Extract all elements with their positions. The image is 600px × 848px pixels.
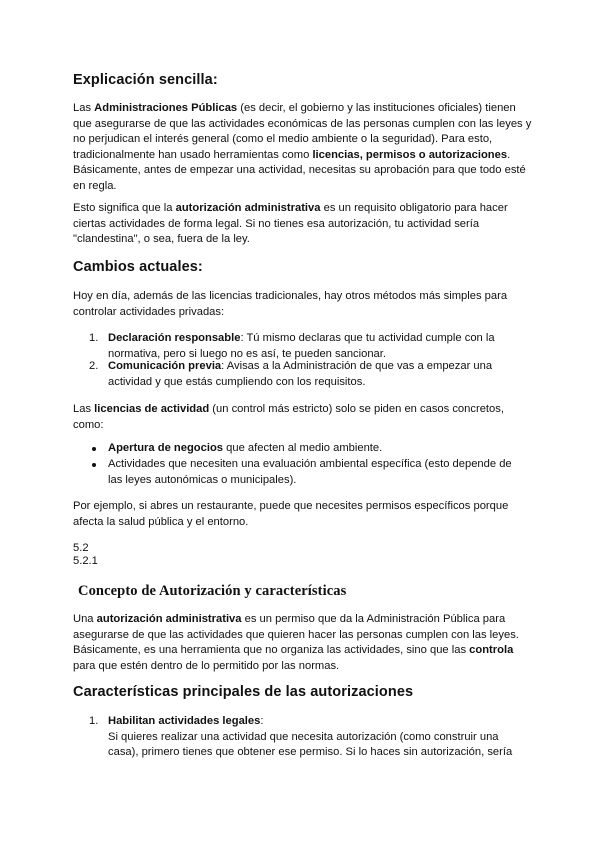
list-item [108, 359, 528, 390]
list-marker: 1. [89, 332, 99, 344]
bold-run: licencias de actividad [94, 403, 210, 415]
text-run: . Básicamente, antes de empezar una actividad, necesitas su aprobación para que todo esté en regla. [73, 148, 526, 192]
bold-run: controla [469, 644, 514, 656]
text-run: es un permiso que da la Administración Pública para asegurarse de que las actividades que quieren hacer las personas cumplen con las leyes. Básicamente, es una herramienta que no organiza las actividades, sino que las [73, 613, 519, 656]
text-run: Una [73, 613, 97, 625]
bold-run: Apertura de negocios [108, 442, 224, 454]
bold-run: Declaración responsable [108, 332, 241, 344]
text-run: Si quieres realizar una actividad que necesita autorización (como construir una casa), primero tienes que obtener ese permiso. Si lo haces sin autorización, sería [108, 730, 513, 758]
heading-explicacion: Explicación sencilla: [73, 72, 218, 88]
text-run: Las [73, 403, 95, 415]
list-item [108, 331, 528, 362]
text-run: (es decir, el gobierno y las instituciones oficiales) tienen que asegurarse de que las actividades económicas de las personas cumplen con las leyes y no perjudican el interés general (como el medio ambiente o la seguridad). Para esto, tradicionalmente han usado herramientas como [73, 102, 532, 161]
heading-caracteristicas: Características principales de las autorizaciones [73, 684, 414, 700]
bullet-icon [92, 447, 96, 451]
text-run: es un requisito obligatorio para hacer ciertas actividades de forma legal. Si no tienes esa autorización, tu actividad sería "clandestina", o sea, fuera de la ley. [73, 202, 508, 245]
bold-run: Comunicación previa [108, 360, 222, 372]
text-run: : Tú mismo declaras que tu actividad cumple con la normativa, pero si luego no es así, te pueden sancionar. [108, 332, 495, 360]
heading-concepto: Concepto de Autorización y características [78, 583, 347, 599]
text-run: : Avisas a la Administración de que vas a empezar una actividad y que estás cumpliendo con los requisitos. [108, 360, 493, 388]
text-run: para que estén dentro de lo permitido por las normas. [73, 659, 340, 672]
text-run: : [260, 715, 264, 727]
bold-run: autorización administrativa [175, 202, 321, 214]
list-item [108, 714, 528, 761]
bold-run: autorización administrativa [96, 613, 242, 625]
paragraph-hoy: Hoy en día, además de las licencias tradicionales, hay otros métodos más simples para controlar actividades privadas: [73, 290, 508, 318]
section-number: 5.2 [73, 542, 89, 554]
text-run: que afecten al medio ambiente. [223, 442, 383, 454]
paragraph-autorizacion [73, 201, 533, 248]
list-marker: 1. [89, 715, 99, 727]
text-run: Esto significa que la [73, 202, 176, 214]
bold-run: Administraciones Públicas [94, 102, 238, 114]
list-marker: 2. [89, 360, 99, 372]
section-number: 5.2.1 [73, 555, 98, 567]
list-item [108, 441, 528, 457]
bold-run: licencias, permisos o autorizaciones [312, 148, 508, 161]
paragraph-ejemplo: Por ejemplo, si abres un restaurante, puede que necesites permisos específicos porque afecta la salud pública y el entorno. [73, 500, 509, 528]
text-run: Actividades que necesiten una evaluación ambiental específica (esto depende de las leyes autonómicas o municipales). [108, 458, 512, 486]
paragraph-concepto [73, 612, 533, 674]
text-run: Las [73, 102, 95, 114]
bold-run: Habilitan actividades legales [108, 715, 261, 727]
list-item [108, 457, 528, 488]
bullet-icon [92, 463, 96, 467]
paragraph-licencias [73, 402, 533, 433]
text-run: (un control más estricto) solo se piden en casos concretos, como: [73, 403, 504, 431]
heading-cambios: Cambios actuales: [73, 259, 203, 275]
paragraph-administraciones [73, 101, 533, 194]
